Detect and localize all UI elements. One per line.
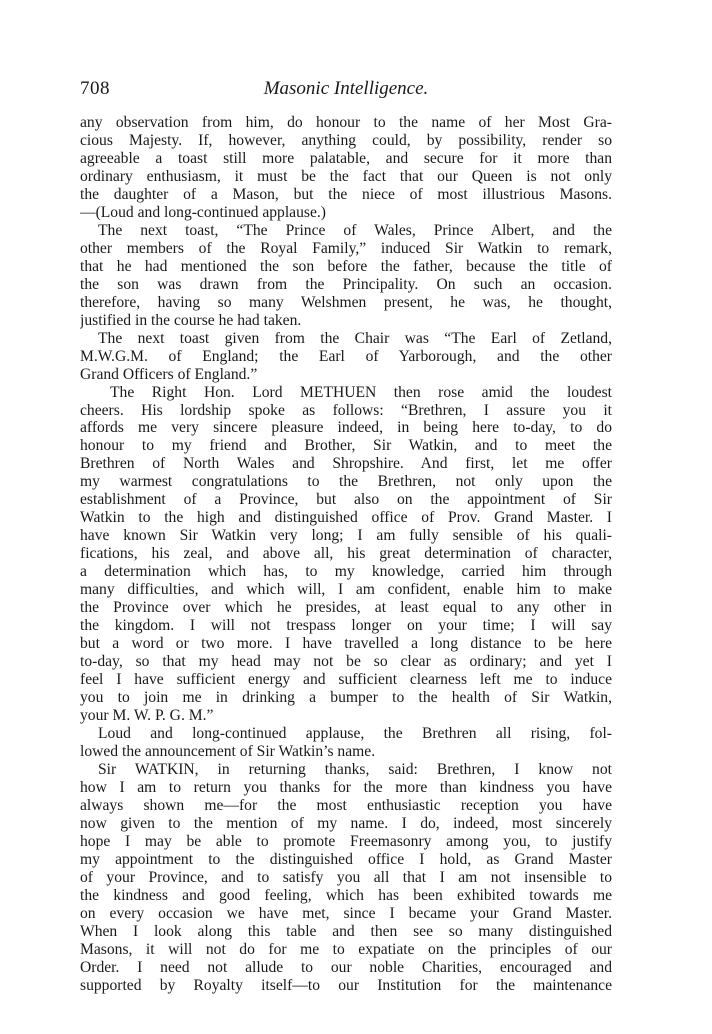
text-line: Sir WATKIN, in returning thanks, said: Brethren, I know not — [98, 760, 612, 778]
text-line: lowed the announcement of Sir Watkin’s name. — [80, 742, 376, 760]
text-line: the daughter of a Mason, but the niece of most illustrious Masons. — [80, 185, 612, 203]
text-line: —(Loud and long-continued applause.) — [80, 203, 326, 221]
page-header — [80, 78, 612, 104]
text-line: how I am to return you thanks for the more than kindness you have — [80, 778, 612, 796]
text-line: therefore, having so many Welshmen present, he was, he thought, — [80, 293, 612, 311]
text-line: agreeable a toast still more palatable, and secure for it more than — [80, 149, 612, 167]
text-line: many difficulties, and which will, I am confident, enable him to make — [80, 581, 612, 599]
text-line: on every occasion we have met, since I became your Grand Master. — [80, 904, 612, 922]
text-line: other members of the Royal Family,” induced Sir Watkin to remark, — [80, 239, 612, 257]
text-line: your M. W. P. G. M.” — [80, 706, 214, 724]
text-line: the son was drawn from the Principality. On such an occasion. — [80, 275, 612, 293]
text-line: Loud and long-continued applause, the Brethren all rising, fol- — [98, 724, 612, 742]
text-line: of your Province, and to satisfy you all that I am not insensible to — [80, 868, 612, 886]
text-line: Masons, it will not do for me to expatiate on the principles of our — [80, 940, 612, 958]
text-line: fications, his zeal, and above all, his great determination of character, — [80, 545, 612, 563]
text-line: cheers. His lordship spoke as follows: “Brethren, I assure you it — [80, 401, 612, 419]
page-number: 708 — [80, 78, 110, 99]
text-line: When I look along this table and then see so many distinguished — [80, 922, 612, 940]
text-line: always shown me—for the most enthusiastic reception you have — [80, 796, 612, 814]
body-text — [80, 114, 612, 994]
running-title: Masonic Intelligence. — [263, 78, 429, 99]
text-line: cious Majesty. If, however, anything could, by possibility, render so — [80, 131, 612, 149]
text-line: you to join me in drinking a bumper to the health of Sir Watkin, — [80, 689, 612, 706]
text-line: Watkin to the high and distinguished office of Prov. Grand Master. I — [80, 509, 612, 527]
text-line: the kingdom. I will not trespass longer on your time; I will say — [80, 617, 612, 635]
text-line: establishment of a Province, but also on the appointment of Sir — [80, 491, 612, 509]
text-line: feel I have sufficient energy and sufficient clearness left me to induce — [80, 671, 612, 689]
text-line: the Province over which he presides, at least equal to any other in — [80, 599, 612, 617]
text-line: The Right Hon. Lord METHUEN then rose amid the loudest — [110, 383, 612, 401]
text-line: ordinary enthusiasm, it must be the fact that our Queen is not only — [80, 167, 612, 185]
text-line: have known Sir Watkin very long; I am fully sensible of his quali- — [80, 527, 612, 545]
text-line: supported by Royalty itself—to our Institution for the maintenance — [80, 976, 612, 994]
text-line: my appointment to the distinguished office I hold, as Grand Master — [80, 850, 612, 868]
text-line: hope I may be able to promote Freemasonry among you, to justify — [80, 832, 612, 850]
text-line: my warmest congratulations to the Brethren, not only upon the — [80, 473, 612, 491]
text-line: to-day, so that my head may not be so clear as ordinary; and yet I — [80, 653, 612, 671]
text-line: honour to my friend and Brother, Sir Watkin, and to meet the — [80, 437, 612, 455]
text-line: justified in the course he had taken. — [80, 311, 302, 329]
text-line: The next toast given from the Chair was “The Earl of Zetland, — [98, 329, 612, 347]
text-line: Grand Officers of England.” — [80, 365, 258, 383]
text-line: the kindness and good feeling, which has been exhibited towards me — [80, 886, 612, 904]
text-line: now given to the mention of my name. I do, indeed, most sincerely — [80, 814, 612, 832]
text-line: The next toast, “The Prince of Wales, Prince Albert, and the — [98, 221, 612, 239]
text-line: M.W.G.M. of England; the Earl of Yarborough, and the other — [80, 347, 612, 365]
text-line: affords me very sincere pleasure indeed, in being here to-day, to do — [80, 419, 612, 437]
text-line: Order. I need not allude to our noble Charities, encouraged and — [80, 958, 612, 976]
text-line: but a word or two more. I have travelled a long distance to be here — [80, 635, 612, 653]
text-line: that he had mentioned the son before the father, because the title of — [80, 257, 612, 275]
text-line: any observation from him, do honour to the name of her Most Gra- — [80, 114, 612, 131]
text-line: Brethren of North Wales and Shropshire. And first, let me offer — [80, 455, 612, 473]
text-line: a determination which has, to my knowledge, carried him through — [80, 563, 612, 581]
